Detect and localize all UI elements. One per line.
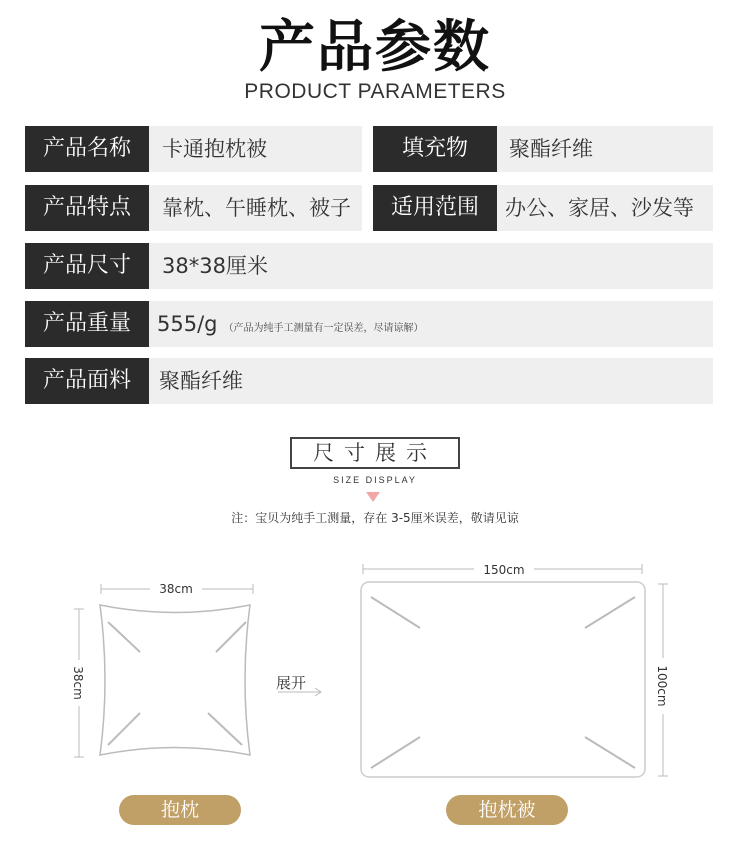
param-value-name: 卡通抱枕被 xyxy=(162,137,267,161)
size-display-title: 尺寸展示 xyxy=(290,437,460,469)
param-label-size: 产品尺寸 xyxy=(25,243,149,289)
param-value-filling: 聚酯纤维 xyxy=(509,137,593,161)
param-label-weight: 产品重量 xyxy=(25,301,149,347)
weight-value: 555/g xyxy=(157,312,218,336)
page-title: 产品参数 xyxy=(259,15,491,80)
pillow-name-badge: 抱枕 xyxy=(119,795,241,825)
quilt-name-badge: 抱枕被 xyxy=(446,795,568,825)
param-label-name: 产品名称 xyxy=(25,126,149,172)
param-value-features: 靠枕、午睡枕、被子 xyxy=(162,196,351,220)
param-value-usage: 办公、家居、沙发等 xyxy=(505,196,694,220)
param-label-filling: 填充物 xyxy=(373,126,497,172)
quilt-height-label: 100cm xyxy=(655,665,669,707)
param-value-size: 38*38厘米 xyxy=(162,254,268,278)
measurement-note: 注：宝贝为纯手工测量，存在 3-5厘米误差，敬请见谅 xyxy=(231,511,519,525)
size-display-subtitle: SIZE DISPLAY xyxy=(333,475,417,485)
weight-note: （产品为纯手工测量有一定误差，尽请谅解） xyxy=(223,323,424,334)
page-subtitle: PRODUCT PARAMETERS xyxy=(244,80,506,103)
param-label-fabric: 产品面料 xyxy=(25,358,149,404)
param-label-usage: 适用范围 xyxy=(373,185,497,231)
param-value-fabric: 聚酯纤维 xyxy=(159,369,243,393)
quilt-width-label: 150cm xyxy=(483,563,525,577)
expand-label: 展开 xyxy=(276,674,307,692)
param-label-features: 产品特点 xyxy=(25,185,149,231)
pillow-height-label: 38cm xyxy=(71,666,85,700)
pillow-width-label: 38cm xyxy=(159,582,193,596)
